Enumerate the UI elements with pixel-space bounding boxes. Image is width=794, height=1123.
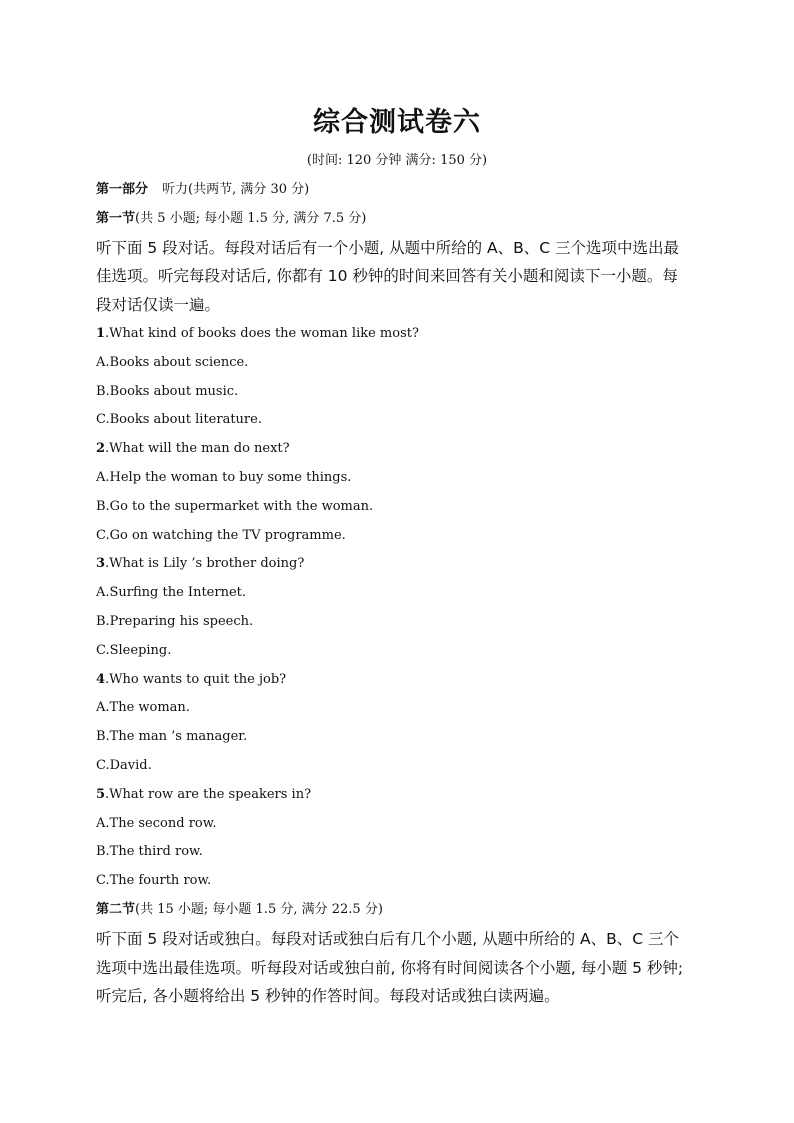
section1-instruction-line: 听下面 5 段对话。每段对话后有一个小题, 从题中所给的 A、B、C 三个选项中选出最	[96, 238, 679, 257]
question-number: 3	[96, 556, 106, 572]
section1-label: 第一节	[96, 210, 136, 226]
section2-heading	[96, 896, 696, 925]
option-c: C.Go on watching the TV programme.	[96, 527, 346, 543]
option-a: A.Help the woman to buy some things.	[96, 469, 352, 485]
question-stem: 4.Who wants to quit the job?	[96, 671, 287, 687]
question-number: 1	[96, 325, 106, 341]
part1-heading	[96, 176, 696, 205]
question-stem: 1.What kind of books does the woman like most?	[96, 325, 419, 341]
question-stem: 5.What row are the speakers in?	[96, 786, 312, 802]
question-1	[96, 320, 696, 435]
option-c: C.David.	[96, 757, 152, 773]
section2-instruction-line: 听完后, 各小题将给出 5 秒钟的作答时间。每段对话或独白读两遍。	[96, 987, 560, 1006]
question-3	[96, 550, 696, 665]
section2-detail: (共 15 小题; 每小题 1.5 分, 满分 22.5 分)	[135, 901, 383, 917]
part1-text: 听力(共两节, 满分 30 分)	[162, 182, 310, 197]
option-b: B.The third row.	[96, 844, 203, 860]
section1-detail: (共 5 小题; 每小题 1.5 分, 满分 7.5 分)	[135, 210, 367, 226]
exam-content	[96, 176, 696, 1011]
section2-label: 第二节	[96, 901, 136, 917]
option-b: B.Preparing his speech.	[96, 613, 254, 629]
question-number: 2	[96, 441, 106, 457]
question-stem: 2.What will the man do next?	[96, 441, 290, 457]
option-a: A.Books about science.	[96, 354, 249, 370]
section2-instruction-line: 听下面 5 段对话或独白。每段对话或独白后有几个小题, 从题中所给的 A、B、C 三个	[96, 929, 679, 948]
exam-time-score: (时间: 120 分钟 满分: 150 分)	[306, 153, 488, 168]
section1-instruction-line: 段对话仅读一遍。	[96, 296, 221, 315]
option-b: B.Go to the supermarket with the woman.	[96, 498, 374, 514]
part1-label: 第一部分	[96, 182, 149, 197]
option-c: C.The fourth row.	[96, 873, 212, 889]
option-b: B.Books about music.	[96, 383, 239, 399]
page-title: 综合测试卷六	[313, 107, 481, 138]
option-a: A.The woman.	[96, 700, 190, 716]
option-a: A.The second row.	[96, 815, 217, 831]
option-c: C.Sleeping.	[96, 642, 172, 658]
question-stem: 3.What is Lily ’s brother doing?	[96, 556, 305, 572]
question-2	[96, 435, 696, 550]
section1-heading	[96, 205, 696, 234]
question-5	[96, 781, 696, 896]
section1-instruction-line: 佳选项。听完每段对话后, 你都有 10 秒钟的时间来回答有关小题和阅读下一小题。每	[96, 267, 678, 286]
question-number: 4	[96, 671, 106, 687]
option-a: A.Surfing the Internet.	[96, 585, 246, 601]
option-b: B.The man ’s manager.	[96, 729, 248, 745]
section2-instruction-line: 选项中选出最佳选项。听每段对话或独白前, 你将有时间阅读各个小题, 每小题 5 秒钟;	[96, 958, 684, 977]
question-number: 5	[96, 786, 106, 802]
option-c: C.Books about literature.	[96, 412, 262, 428]
question-4	[96, 666, 696, 781]
